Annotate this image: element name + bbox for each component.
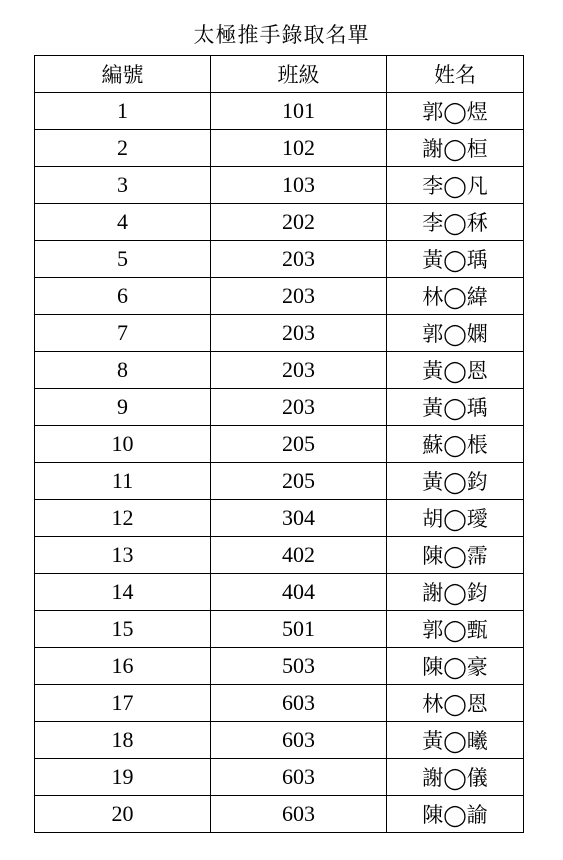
cell-number: 4 [35, 204, 211, 241]
cell-class: 603 [211, 722, 387, 759]
header-class: 班級 [211, 56, 387, 93]
table-row [35, 796, 524, 833]
cell-name: 胡◯璦 [387, 500, 524, 537]
cell-name: 謝◯鈞 [387, 574, 524, 611]
header-number: 編號 [35, 56, 211, 93]
cell-name: 林◯緯 [387, 278, 524, 315]
cell-number: 8 [35, 352, 211, 389]
cell-number: 13 [35, 537, 211, 574]
table-row [35, 611, 524, 648]
table-row [35, 426, 524, 463]
cell-name: 蘇◯棖 [387, 426, 524, 463]
cell-name: 黃◯曦 [387, 722, 524, 759]
cell-name: 陳◯霈 [387, 537, 524, 574]
cell-class: 603 [211, 796, 387, 833]
cell-name: 郭◯嫻 [387, 315, 524, 352]
cell-name: 謝◯儀 [387, 759, 524, 796]
cell-name: 陳◯諭 [387, 796, 524, 833]
table-row [35, 130, 524, 167]
table-row [35, 241, 524, 278]
table-row [35, 204, 524, 241]
cell-class: 205 [211, 463, 387, 500]
table-row [35, 574, 524, 611]
cell-name: 李◯凡 [387, 167, 524, 204]
cell-class: 102 [211, 130, 387, 167]
cell-number: 2 [35, 130, 211, 167]
cell-class: 203 [211, 389, 387, 426]
table-row [35, 759, 524, 796]
cell-class: 203 [211, 278, 387, 315]
cell-name: 郭◯甄 [387, 611, 524, 648]
cell-number: 16 [35, 648, 211, 685]
cell-number: 7 [35, 315, 211, 352]
cell-class: 603 [211, 759, 387, 796]
cell-class: 101 [211, 93, 387, 130]
document-title: 太極推手錄取名單 [193, 23, 370, 47]
cell-number: 10 [35, 426, 211, 463]
cell-class: 202 [211, 204, 387, 241]
table-header-row [35, 56, 524, 93]
table-row [35, 315, 524, 352]
cell-name: 林◯恩 [387, 685, 524, 722]
table-row [35, 648, 524, 685]
table-row [35, 537, 524, 574]
cell-class: 603 [211, 685, 387, 722]
table-row [35, 167, 524, 204]
cell-class: 103 [211, 167, 387, 204]
cell-class: 205 [211, 426, 387, 463]
cell-name: 黃◯恩 [387, 352, 524, 389]
cell-number: 1 [35, 93, 211, 130]
cell-number: 19 [35, 759, 211, 796]
table-row [35, 685, 524, 722]
cell-name: 黃◯瑀 [387, 389, 524, 426]
table-row [35, 463, 524, 500]
cell-class: 404 [211, 574, 387, 611]
cell-class: 503 [211, 648, 387, 685]
cell-class: 304 [211, 500, 387, 537]
cell-number: 20 [35, 796, 211, 833]
table-row [35, 722, 524, 759]
table-row [35, 352, 524, 389]
table-body [35, 93, 524, 833]
cell-class: 203 [211, 315, 387, 352]
admission-list-table [34, 55, 524, 833]
cell-number: 6 [35, 278, 211, 315]
table-row [35, 389, 524, 426]
cell-class: 203 [211, 352, 387, 389]
cell-name: 謝◯桓 [387, 130, 524, 167]
cell-number: 9 [35, 389, 211, 426]
cell-number: 3 [35, 167, 211, 204]
cell-number: 15 [35, 611, 211, 648]
cell-class: 402 [211, 537, 387, 574]
cell-number: 14 [35, 574, 211, 611]
table-row [35, 500, 524, 537]
cell-class: 501 [211, 611, 387, 648]
cell-name: 郭◯煜 [387, 93, 524, 130]
table-row [35, 278, 524, 315]
cell-name: 李◯秝 [387, 204, 524, 241]
cell-number: 11 [35, 463, 211, 500]
cell-number: 17 [35, 685, 211, 722]
cell-number: 18 [35, 722, 211, 759]
header-name: 姓名 [387, 56, 524, 93]
table-row [35, 93, 524, 130]
cell-name: 黃◯鈞 [387, 463, 524, 500]
cell-name: 黃◯瑀 [387, 241, 524, 278]
cell-name: 陳◯豪 [387, 648, 524, 685]
cell-number: 5 [35, 241, 211, 278]
cell-class: 203 [211, 241, 387, 278]
cell-number: 12 [35, 500, 211, 537]
